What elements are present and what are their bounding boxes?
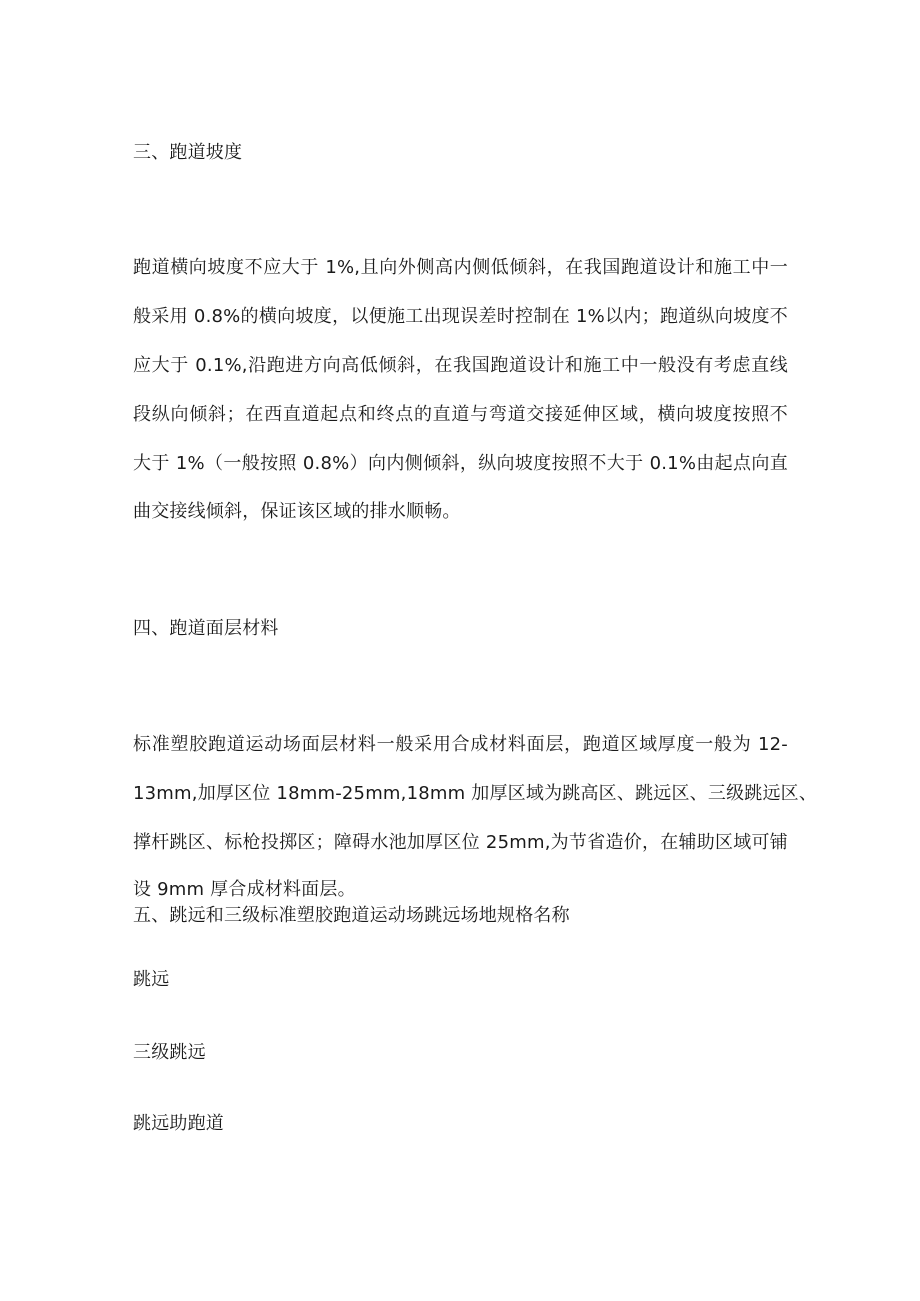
section-heading-long-jump-specs: 五、跳远和三级标准塑胶跑道运动场跳远场地规格名称 xyxy=(133,905,570,926)
paragraph-line: 应大于 0.1%,沿跑进方向高低倾斜，在我国跑道设计和施工中一般没有考虑直线 xyxy=(133,355,788,376)
paragraph-line: 跑道横向坡度不应大于 1%,且向外侧高内侧低倾斜，在我国跑道设计和施工中一 xyxy=(133,257,788,278)
list-item: 三级跳远 xyxy=(133,1042,206,1063)
paragraph-line: 13mm,加厚区位 18mm-25mm,18mm 加厚区域为跳高区、跳远区、三级跳远区、 xyxy=(133,783,818,804)
paragraph-line: 标准塑胶跑道运动场面层材料一般采用合成材料面层，跑道区域厚度一般为 12- xyxy=(133,734,788,755)
section-heading-slope: 三、跑道坡度 xyxy=(133,142,243,163)
section-heading-surface-material: 四、跑道面层材料 xyxy=(133,618,279,639)
paragraph-line: 般采用 0.8%的横向坡度，以便施工出现误差时控制在 1%以内；跑道纵向坡度不 xyxy=(133,306,788,327)
paragraph-line: 段纵向倾斜；在西直道起点和终点的直道与弯道交接延伸区域，横向坡度按照不 xyxy=(133,404,788,425)
paragraph-line: 曲交接线倾斜，保证该区域的排水顺畅。 xyxy=(133,501,461,522)
list-item: 跳远 xyxy=(133,969,170,990)
list-item: 跳远助跑道 xyxy=(133,1113,224,1134)
paragraph-line: 撑杆跳区、标枪投掷区；障碍水池加厚区位 25mm,为节省造价，在辅助区域可铺 xyxy=(133,832,788,853)
paragraph-line: 大于 1%（一般按照 0.8%）向内侧倾斜，纵向坡度按照不大于 0.1%由起点向直 xyxy=(133,453,788,474)
paragraph-line: 设 9mm 厚合成材料面层。 xyxy=(133,879,356,900)
